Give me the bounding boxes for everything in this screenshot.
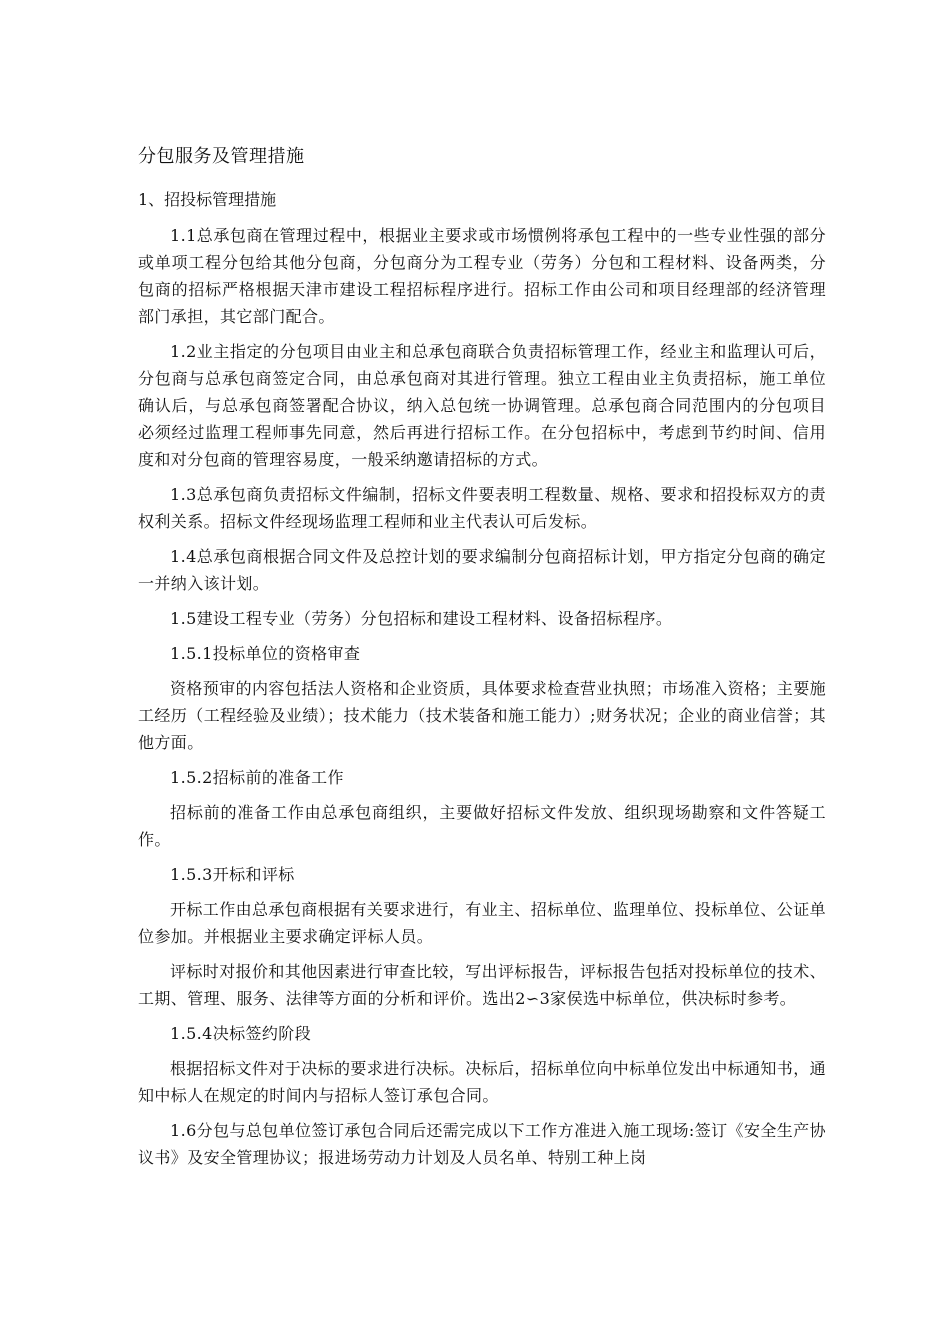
paragraph-1-4: 1.4总承包商根据合同文件及总控计划的要求编制分包商招标计划，甲方指定分包商的确定一并纳入该计划。	[138, 547, 826, 593]
paragraph-1-2: 1.2业主指定的分包项目由业主和总承包商联合负责招标管理工作，经业主和监理认可后，分包商与总承包商签定合同，由总承包商对其进行管理。独立工程由业主负责招标，施工单位确认后，与总承包商签署配合协议，纳入总包统一协调管理。总承包商合同范围内的分包项目必须经过监理工程师事先同意，然后再进行招标工作。在分包招标中，考虑到节约时间、信用度和对分包商的管理容易度，一般采纳邀请招标的方式。	[138, 342, 826, 469]
document-body	[138, 222, 826, 1179]
document-title: 分包服务及管理措施	[138, 146, 305, 167]
paragraph-award: 根据招标文件对于决标的要求进行决标。决标后，招标单位向中标单位发出中标通知书，通知中标人在规定的时间内与招标人签订承包合同。	[138, 1059, 827, 1105]
paragraph-1-3: 1.3总承包商负责招标文件编制，招标文件要表明工程数量、规格、要求和招投标双方的责权利关系。招标文件经现场监理工程师和业主代表认可后发标。	[138, 485, 826, 531]
paragraph-1-5: 1.5建设工程专业（劳务）分包招标和建设工程材料、设备招标程序。	[170, 609, 673, 628]
paragraph-1-1: 1.1总承包商在管理过程中，根据业主要求或市场惯例将承包工程中的一些专业性强的部分或单项工程分包给其他分包商，分包商分为工程专业（劳务）分包和工程材料、设备两类，分包商的招标严格根据天津市建设工程招标程序进行。招标工作由公司和项目经理部的经济管理部门承担，其它部门配合。	[138, 226, 826, 326]
subheading-1-5-1: 1.5.1投标单位的资格审查	[170, 644, 361, 663]
subheading-1-5-2: 1.5.2招标前的准备工作	[170, 768, 344, 787]
paragraph-bid-opening: 开标工作由总承包商根据有关要求进行，有业主、招标单位、监理单位、投标单位、公证单位参加。并根据业主要求确定评标人员。	[138, 900, 827, 946]
subheading-1-5-3: 1.5.3开标和评标	[170, 865, 295, 884]
subheading-1-5-4: 1.5.4决标签约阶段	[170, 1024, 312, 1043]
paragraph-preparation: 招标前的准备工作由总承包商组织，主要做好招标文件发放、组织现场勘察和文件答疑工作。	[138, 803, 826, 849]
paragraph-evaluation: 评标时对报价和其他因素进行审查比较，写出评标报告，评标报告包括对投标单位的技术、工期、管理、服务、法律等方面的分析和评价。选出2∽3家侯选中标单位，供决标时参考。	[138, 962, 827, 1008]
paragraph-qualification: 资格预审的内容包括法人资格和企业资质，具体要求检查营业执照；市场准入资格；主要施工经历（工程经验及业绩）；技术能力（技术装备和施工能力）;财务状况；企业的商业信誉；其他方面。	[138, 679, 827, 752]
section-heading: 1、招投标管理措施	[138, 190, 277, 209]
paragraph-1-6: 1.6分包与总包单位签订承包合同后还需完成以下工作方准进入施工现场:签订《安全生产协议书》及安全管理协议；报进场劳动力计划及人员名单、特别工种上岗	[138, 1121, 826, 1167]
